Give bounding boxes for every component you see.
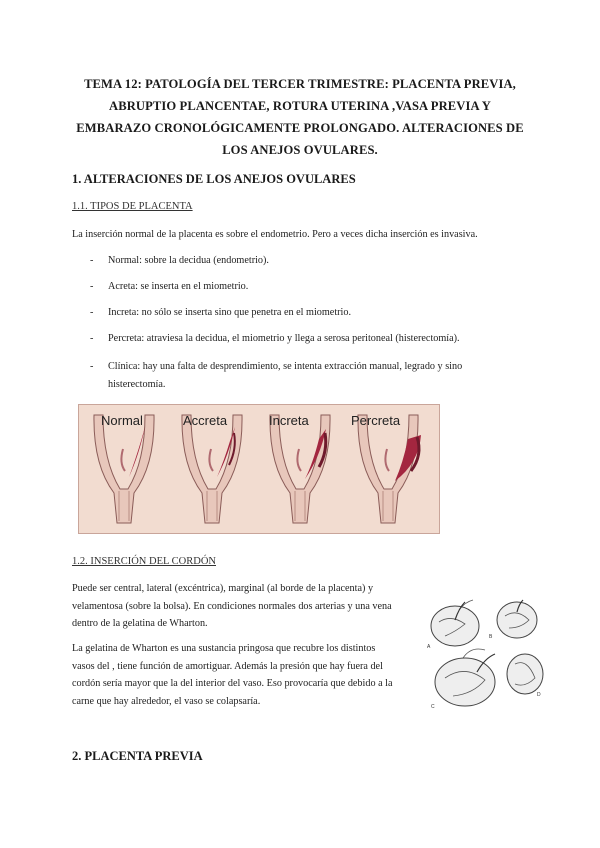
placenta-types-illustration (79, 405, 439, 533)
subsection-heading-1-2: 1.2. INSERCIÓN DEL CORDÓN (72, 556, 216, 567)
list-item-text: Percreta: atraviesa la decidua, el miometrio y llega a serosa peritoneal (histerectomía). (108, 333, 460, 344)
list-item-text: Normal: sobre la decidua (endometrio). (108, 255, 269, 266)
figure-letter-c: C (431, 704, 435, 710)
title-line: ABRUPTIO PLANCENTAE, ROTURA UTERINA ,VASA PREVIA Y (109, 99, 491, 113)
placenta-types-diagram (78, 404, 440, 534)
subsection-heading-1-1: 1.1. TIPOS DE PLACENTA (72, 201, 193, 212)
bullet-dash: - (90, 333, 94, 344)
list-item-text (108, 358, 462, 393)
label-percreta: Percreta (351, 413, 401, 428)
list-item-text: Acreta: se inserta en el miometrio. (108, 281, 249, 292)
bullet-dash: - (90, 361, 94, 372)
figure-letter-a: A (427, 644, 431, 650)
list-item-line: histerectomía. (108, 378, 166, 390)
list-item-text: Increta: no sólo se inserta sino que penetra en el miometrio. (108, 307, 352, 318)
title-line: LOS ANEJOS OVULARES. (222, 143, 378, 157)
paragraph-line: velamentosa (sobre la bolsa). En condiciones normales dos arterias y una vena (72, 600, 392, 612)
paragraph-line: carne que hay alrededor, el vaso se colapsaría. (72, 695, 261, 707)
uterus-percreta (358, 415, 421, 523)
cord-insertion-illustration (425, 598, 545, 716)
paragraph-line: vasos del , tiene función de amortiguar. Además la presión que hay fuera del (72, 660, 383, 672)
label-normal: Normal (101, 413, 143, 428)
uterus-normal (94, 415, 154, 523)
section-heading-1: 1. ALTERACIONES DE LOS ANEJOS OVULARES (72, 172, 356, 186)
label-increta: Increta (269, 413, 309, 428)
uterus-increta (270, 415, 330, 523)
document-title (60, 73, 540, 161)
figure-letter-d: D (537, 692, 541, 698)
uterus-accreta (182, 415, 242, 523)
paragraph-wharton-jelly (72, 640, 393, 710)
list-item-line: Clínica: hay una falta de desprendimiento, se intenta extracción manual, legrado y sino (108, 361, 463, 372)
section-heading-2: 2. PLACENTA PREVIA (72, 749, 203, 763)
title-line: EMBARAZO CRONOLÓGICAMENTE PROLONGADO. ALTERACIONES DE (76, 121, 524, 135)
bullet-dash: - (90, 255, 94, 266)
bullet-dash: - (90, 281, 94, 292)
paragraph-cord-insertion (72, 580, 392, 633)
paragraph-line: dentro de la gelatina de Wharton. (72, 618, 208, 629)
paragraph-line: La gelatina de Wharton es una sustancia pringosa que recubre los distintos (72, 643, 376, 654)
figure-letter-b: B (489, 634, 493, 640)
cord-insertion-figure (425, 598, 545, 716)
title-line: TEMA 12: PATOLOGÍA DEL TERCER TRIMESTRE: PLACENTA PREVIA, (84, 77, 516, 91)
paragraph-line: cordón sería mayor que la del interior del vaso. Eso provocaría que debido a la (72, 678, 393, 689)
label-accreta: Accreta (183, 413, 228, 428)
bullet-dash: - (90, 307, 94, 318)
paragraph-intro: La inserción normal de la placenta es sobre el endometrio. Pero a veces dicha inserción es invasiva. (72, 229, 478, 240)
paragraph-line: Puede ser central, lateral (excéntrica), marginal (al borde de la placenta) y (72, 583, 374, 594)
